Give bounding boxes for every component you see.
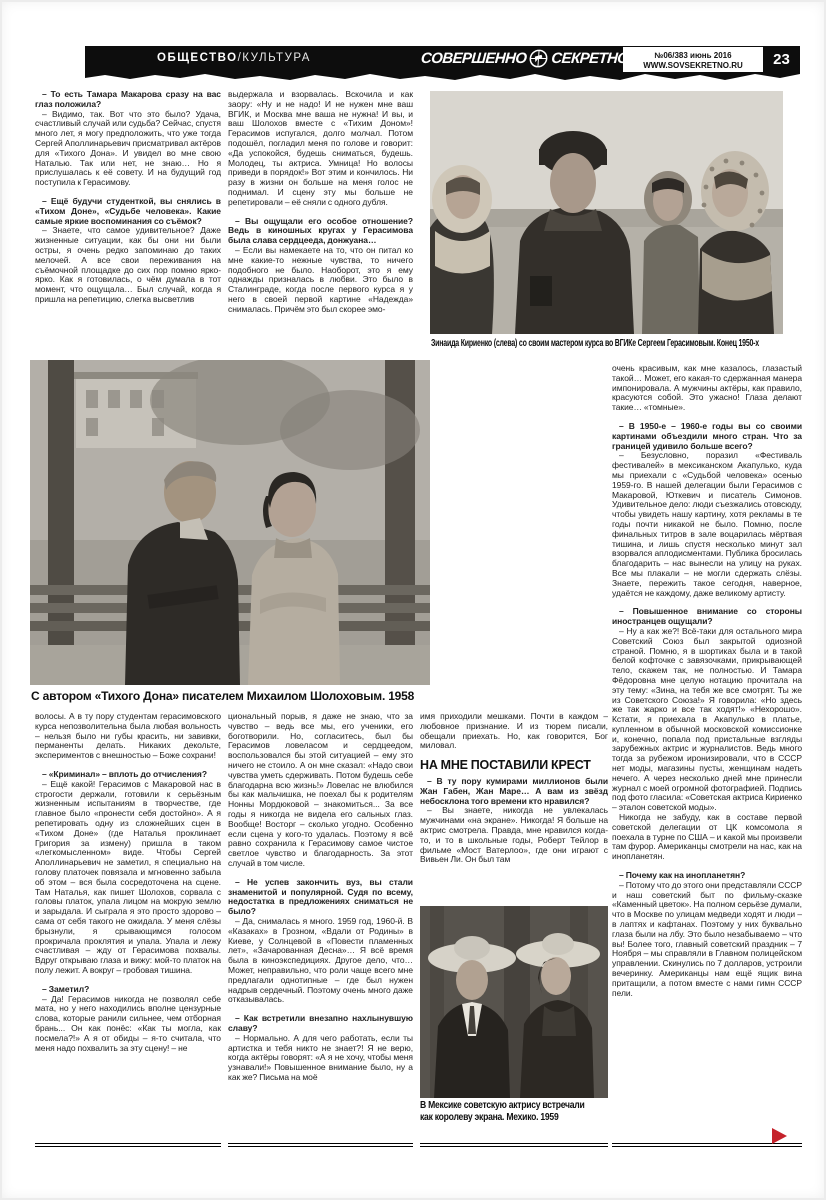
question-paragraph: – В 1950-е – 1960-е годы вы со своими картинами объездили много стран. Что за границей удивило больше всего? bbox=[612, 420, 802, 451]
issue-info-box bbox=[623, 46, 763, 74]
question-paragraph: – «Криминал» – вплоть до отчисления? bbox=[42, 768, 207, 779]
photo-mexico-sombreros bbox=[420, 906, 608, 1098]
answer-paragraph: – Знаете, что самое удивительное? Даже жизненные ситуации, как бы они ни были остры, я очень редко запоминаю до таких мелочей. А все свои переживания на съёмочной площадке до сих пор помню ярко-ярко. Как я готовилась, о чём думала в тот момент, что ощущала… Был случай, когда я пришла на репетицию, слегка высветлив bbox=[35, 225, 221, 304]
answer-paragraph: – Да! Герасимов никогда не позволял себе мата, но у него находились вполне цензурные слова, которые ранили сильнее, чем отборная брань... Он как понёс: «Как ты могла, как посмела?!» А я от обиды – я-то считала, что меня надо похвалить за эту сцену! – не bbox=[35, 993, 221, 1053]
logo-word-right: СЕКРЕТНО bbox=[550, 50, 629, 67]
column-rule bbox=[228, 1143, 413, 1147]
question-paragraph: – Не успев закончить вуз, вы стали знаменитой и популярной. Судя по всему, недостатка в предложениях сниматься не было? bbox=[228, 876, 413, 917]
answer-paragraph: – Потому что до этого они представляли СССР и наш советский быт по фильму-сказке «Каменный цветок». На полном серьёзе думали, что в Москве по улицам медведи ходят и люди – в лаптях и кафтанах. Поэтому у них буквально глаза были на лбу. Это было незабываемо – что вы! Более того, главный советский праздник – 7 Ноября – мы справляли в Главном полицейском управлении. Скинулись по 7 долларов, устроили вечеринку. Американцы нам ещё ящик вина притащили, а потом вместе с нами гимн СССР пели. bbox=[612, 879, 802, 998]
answer-paragraph: – Вы знаете, никогда не увлекалась мужчинами «на экране». Никогда! Я больше на актрис смотрела. Правда, мне нравился когда-то, и то в школьные годы, Роберт Тейлор в фильме «Мост Ватерлоо», где они играют с Вивьен Ли. Он был там bbox=[420, 805, 608, 865]
question-paragraph: – Почему как на инопланетян? bbox=[619, 870, 746, 881]
question-paragraph: – То есть Тамара Макарова сразу на вас глаз положила? bbox=[35, 90, 221, 109]
section-title-bold: ОБЩЕСТВО bbox=[157, 52, 238, 64]
column-3-bottom bbox=[420, 712, 608, 904]
column-rule bbox=[420, 1143, 608, 1147]
answer-paragraph: – Нормально. А для чего работать, если ты артистка и тебя никто не знает?! Я не верю, когда актёры говорят: «А я не хочу, чтобы меня узнавали!» Повышенное внимание было, ну а как же? Письма на моё bbox=[228, 1032, 413, 1082]
section-title bbox=[157, 52, 311, 64]
question-paragraph: – Вы ощущали его особое отношение? Ведь в киношных кругах у Герасимова была слава сердцееда, донжуана… bbox=[228, 215, 413, 246]
sovsekretno-emblem-icon bbox=[529, 49, 549, 68]
answer-paragraph: – Да, снималась я много. 1959 год, 1960-й. В «Казаках» в Грозном, «Вдали от Родины» в Киеве, у Солнцевой в «Повести пламенных лет», «Зачарованная Десна»… Я всё время была в киноэкспедициях. Другое дело, что… Может, неправильно, что роли чаще всего мне предлагали однотипные – где был нужен надрыв сердечный. Поэтому очень много даже отказывалась. bbox=[228, 915, 413, 1005]
column-1-bottom bbox=[35, 712, 221, 1136]
photo-sholokhov-bench bbox=[30, 360, 430, 685]
answer-paragraph: очень красивым, как мне казалось, глазастый такой… Может, его какая-то сдержанная манера импонировала. А мужчины актёры, как правило, красуются собой. Это ужасно! Глаза делают такие… «томные». bbox=[612, 364, 802, 413]
logo-word-left: СОВЕРШЕННО bbox=[420, 50, 527, 67]
question-paragraph: – Заметил? bbox=[42, 983, 90, 994]
column-rule bbox=[35, 1143, 221, 1147]
issue-number: №06/383 июнь 2016 bbox=[654, 50, 732, 60]
page-number: 23 bbox=[763, 46, 800, 73]
answer-paragraph: – Видимо, так. Вот что это было? Удача, счастливый случай или судьба? Сейчас, спустя много лет, я могу предположить, что уже тогда Сергей Аполлинарьевич присматривал актёров для «Тихого Дона». И увидел во мне свою Наталью. Так или нет, не знаю… Но я прислушалась к её совету. И на будущий год поступила к Герасимову. bbox=[35, 108, 221, 188]
photo-kirienko-gerasimov bbox=[430, 91, 783, 334]
photo-caption-top: Зинаида Кириенко (слева) со своим мастером курса во ВГИКе Сергеем Герасимовым. Конец 1950-х bbox=[431, 338, 759, 349]
answer-paragraph: имя приходили мешками. Почти в каждом – любовное признание. И из тюрем писали, обещали приехать. Но, как говорится, Бог миловал. bbox=[420, 712, 608, 751]
answer-paragraph: волосы. А в ту пору студентам герасимовского курса непозволительна была любая вольность – нельзя было ни губы красить, ни завивки, перманенты делать. Никаких декольте, экспериментов с внешностью – Боже сохрани! bbox=[35, 712, 221, 761]
answer-paragraph: – Ну а как же?! Всё-таки для остального мира Советский Союз был закрытой одиозной страной. Помню, я в шортиках была и в такой белой кофточке с завязочками, прикрывающей тело, скажем так, не полностью. И Тамара Фёдоровна мне целую нотацию прочитала на эту тему: «Зина, на тебя же все смотрят. Ты же из Советского Союза!» Я говорила: «Но здесь же так жарко и все так ходят!» «Нехорошо». Кстати, я приехала в Акапулько в платье, купленном в обычной московской комиссионке и, конечно, попала под пристальные взгляды зарубежных актрис и журналистов. Ведь много тогда за рубежом иронизировали, что в СССР нет моды, магазины пусты, женщинам надеть нечего. А через несколько дней мне принесли журнал с моей огромной фотографией. Подпись под фото гласила: «Советская актриса Кириенко – эталон советской моды». bbox=[612, 625, 802, 813]
column-4 bbox=[612, 364, 802, 1144]
column-3-after-heading bbox=[420, 777, 608, 865]
question-paragraph: – Повышенное внимание со стороны иностранцев ощущали? bbox=[612, 606, 802, 627]
question-paragraph: – Ещё будучи студенткой, вы снялись в «Тихом Доне», «Судьбе человека». Какие самые яркие воспоминания со съёмок? bbox=[35, 195, 221, 226]
subheading: НА МНЕ ПОСТАВИЛИ КРЕСТ bbox=[420, 758, 591, 773]
header-black-bar bbox=[85, 46, 629, 73]
question-paragraph: – В ту пору кумирами миллионов были Жан Габен, Жан Маре… А вам из звёзд небосклона того времени кто нравился? bbox=[420, 775, 608, 806]
continued-arrow-icon bbox=[772, 1128, 787, 1144]
answer-paragraph: циональный порыв, я даже не знаю, что за чувство – ведь все мы, его ученики, его боготворили. Но, согласитесь, был бы Герасимов ловеласом и сердцеедом, воспользовался бы этой ситуацией – ему это ничего не стоило. А он мне сказал: «Надо свои чувства уметь сдерживать. Потом будешь себе благодарна всю жизнь!» Ловелас не влюбился бы как мальчишка, не поехал бы к родителям Нонны Мордюковой – знакомиться... За все годы я никогда не видела его сальных глаз. Вообще! Восторг – сколько угодно. Особенно если сцена у кого-то удалась. Поэтому я всё равно сохранила к Герасимову самое чистое светлое чувство и благодарность. За этот случай в том числе. bbox=[228, 712, 413, 868]
photo-caption-bottom: В Мексике советскую актрису встречали как королеву экрана. Мехико. 1959 bbox=[420, 1100, 585, 1123]
torn-paper-edge bbox=[85, 72, 800, 81]
newspaper-logo bbox=[420, 49, 629, 68]
page-header bbox=[85, 46, 800, 73]
answer-paragraph: выдержала и взорвалась. Вскочила и как заору: «Ну и не надо! И не нужен мне ваш ВГИК, и Москва мне ваша не нужна! И вы, и ваш Шолохов вместе с «Тихим Доном»! Герасимов испугался, долго молчал. Потом подошёл, погладил меня по голове и говорит: «Да успокойся, будешь сниматься, будешь. Молодец, ты актриса. Умница! Но волосы приведи в порядок!» Вот этим и кончилось. Ни разу в жизни он больше на меня голос не поднимал. И сцену эту мы больше не репетировали – её сняли с одного дубля. bbox=[228, 90, 413, 207]
answer-paragraph: – Ещё какой! Герасимов с Макаровой нас в строгости держали, готовили к серьёзным жизненным испытаниям в творчестве, где главное было «пронести себя достойно». А я репетировать одну из сложнейших сцен в «Тихом Доне» (где Наталья проклинает Григория за измену) пришла в таком «легкомысленном» виде. Чтобы Сергей Аполлинарьевич не заметил, я специально на голову платочек повязала и мгновенно забыла об этом – вся была сосредоточена на сцене. Там Наталья, как пишет Шолохов, сорвала с головы платок, упала лицом на мокрую землю и зарыдала. И сыграла я это просто здорово – сама от себя такого не ожидала. У меня слёзы брызнули, я срывающимся голосом прокричала проклятия и упала. Упала и лежу счастливая – жду от Герасимова похвалы. Вдруг открываю глаза и вижу: мой-то платок на полу лежит. А вокруг – гробовая тишина. bbox=[35, 778, 221, 975]
website-url: WWW.SOVSEKRETNO.RU bbox=[643, 60, 743, 70]
answer-paragraph: Никогда не забуду, как в составе первой советской делегации от ЦК комсомола я поехала в турне по США – и какой мы произвели там фурор. Американцы смотрели на нас, как на инопланетян. bbox=[612, 812, 802, 862]
column-2-bottom bbox=[228, 712, 413, 1136]
answer-paragraph: – Безусловно, поразил «Фестиваль фестивалей» в мексиканском Акапулько, куда мы приехали с «Судьбой человека» осенью 1959-го. В нашей делегации были Герасимов с Макаровой, Юткевич и писатель Симонов. Удивительное дело: люди съезжались отовсюду, чтобы увидеть нашу картину, хотя рекламы в те годы почти никакой не было. Помню, после финальных титров в зале воцарилась мёртвая тишина, и лишь спустя несколько минут зал взорвался аплодисментами. Публика бросилась благодарить – нас вынесли на улицу на руках. Все мы плакали – не могли сдержать слёзы. Знаете, пережить такое сегодня, наверное, удаётся не каждому, даже великому артисту. bbox=[612, 450, 802, 598]
photo-caption-main: С автором «Тихого Дона» писателем Михаилом Шолоховым. 1958 bbox=[31, 689, 415, 703]
question-paragraph: – Как встретили внезапно нахлынувшую славу? bbox=[228, 1013, 413, 1033]
answer-paragraph: – Если вы намекаете на то, что он питал ко мне какие-то нежные чувства, то ничего подобного не было. Наоборот, это я ему однажды призналась в любви. Это было в Сталинграде, когда после первого курса я у него в своей первой картине «Надежда» снималась. Причём это был скорее эмо- bbox=[228, 244, 413, 314]
section-title-light: /КУЛЬТУРА bbox=[237, 52, 311, 64]
column-1-top bbox=[35, 90, 221, 360]
column-2-top bbox=[228, 90, 413, 360]
column-3-before-heading bbox=[420, 712, 608, 751]
